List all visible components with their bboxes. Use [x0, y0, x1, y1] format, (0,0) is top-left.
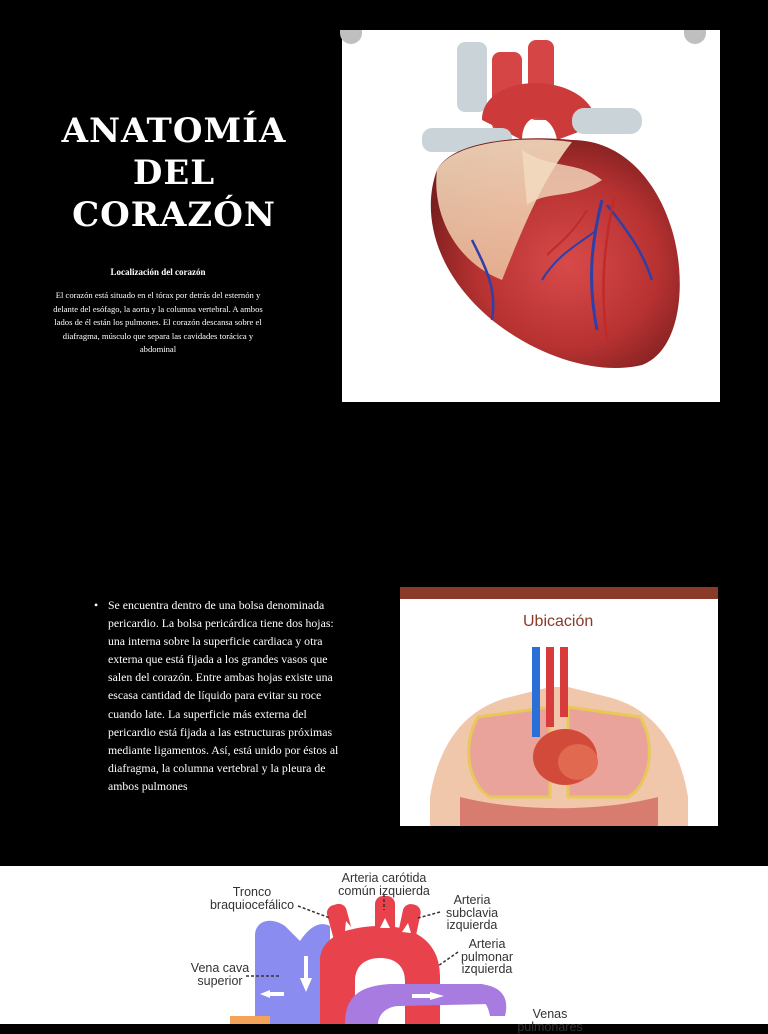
location-image	[400, 587, 718, 826]
slide-title	[40, 110, 308, 236]
accent-bar	[400, 587, 718, 599]
label-arteria-carotida: Arteria carótida común izquierda	[338, 871, 430, 898]
bullet-list	[94, 596, 344, 795]
label-arteria-pulmonar: Arteria pulmonar izquierda	[460, 937, 514, 976]
list-item: • Se encuentra dentro de una bolsa denominada pericardio. La bolsa pericárdica tiene dos hojas: una interna sobre la superficie cardiaca y otra externa que está fijada a los grandes vasos que salen del corazón. Entre ambas hojas existe una escasa cantidad de líquido para evitar su roce cuando late. La superficie más externa del pericardio está fijada a las estructuras próximas mediante ligamentos. Así, está unido por éstos al diafragma, la columna vertebral y la pleura de ambos pulmones	[94, 596, 344, 795]
label-arteria-subclavia: Arteria subclavia izquierda	[445, 893, 499, 932]
title-line: ANATOMÍA	[61, 111, 287, 151]
label-tronco-braquiocefalico: Tronco braquiocefálico	[209, 885, 295, 912]
heart-vessels-diagram	[0, 866, 768, 1034]
title-line: CORAZÓN	[72, 195, 276, 235]
label-aorta: Aorta	[365, 959, 395, 973]
image-heading: Ubicación	[523, 613, 594, 630]
label-vena-cava: Vena cava superior	[190, 961, 250, 988]
body-paragraph: El corazón está situado en el tórax por detrás del esternón y delante del esófago, la aorta y la columna vertebral. A ambos lados de él están los pulmones. El corazón descansa sobre el diafragma, músculo que separa las cavidades torácica y abdominal	[53, 290, 263, 355]
torso-illustration	[400, 647, 718, 826]
label-venas-pulmonares: Venas pulmonares	[517, 1007, 583, 1034]
heart-image	[342, 30, 720, 402]
title-line: DEL	[132, 153, 216, 193]
heart-illustration	[342, 30, 720, 402]
section-subheading: Localización del corazón	[110, 267, 206, 277]
